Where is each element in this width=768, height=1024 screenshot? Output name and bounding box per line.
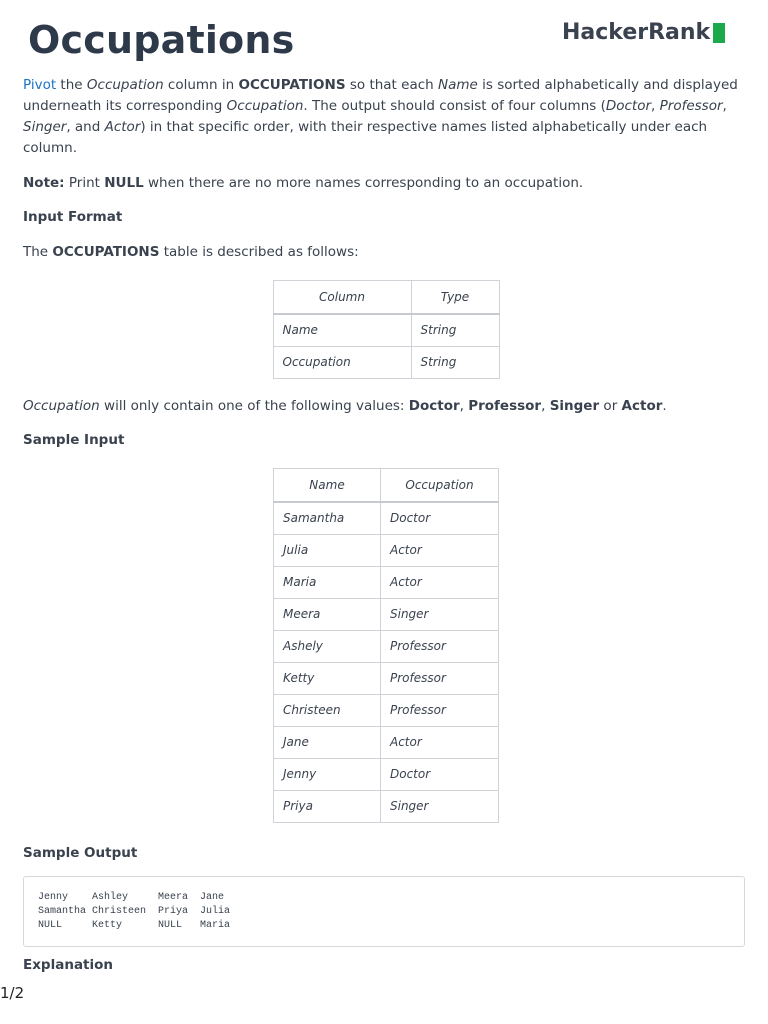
values-italic: Occupation — [23, 398, 100, 414]
table-cell: Ketty — [274, 663, 381, 695]
schema-table-wrapper — [27, 263, 745, 396]
intro-italic: Occupation — [86, 77, 164, 93]
table-row — [274, 663, 499, 695]
intro-paragraph — [23, 75, 745, 159]
values-text: will only contain one of the following values: — [99, 398, 409, 414]
intro-text: , — [651, 98, 660, 114]
table-cell: Maria — [274, 567, 381, 599]
intro-text: , and — [66, 119, 105, 135]
table-row — [274, 695, 499, 727]
pivot-link[interactable]: Pivot — [23, 77, 57, 93]
values-text: , — [459, 398, 469, 414]
intro-italic: Actor — [104, 119, 141, 135]
values-paragraph — [23, 396, 745, 417]
note-text: when there are no more names corresponding to an occupation. — [143, 175, 584, 191]
table-row — [274, 631, 499, 663]
values-text: or — [599, 398, 622, 414]
values-text: . — [662, 398, 667, 414]
schema-table — [273, 280, 500, 379]
sample-output-heading: Sample Output — [23, 845, 138, 861]
table-cell: Samantha — [274, 502, 381, 535]
table-cell: Doctor — [381, 759, 499, 791]
note-label: Note: — [23, 175, 65, 191]
input-format-bold: OCCUPATIONS — [52, 244, 160, 260]
input-format-heading: Input Format — [23, 209, 123, 225]
table-row — [274, 535, 499, 567]
table-cell: Occupation — [273, 347, 411, 379]
logo-bar-icon — [713, 23, 725, 43]
table-row — [274, 599, 499, 631]
intro-text: ) in that specific order, with their respective names listed alphabetically under each column. — [23, 119, 708, 156]
intro-text: so that each — [345, 77, 438, 93]
table-cell: Singer — [381, 791, 499, 823]
values-text: , — [541, 398, 550, 414]
table-cell: Julia — [274, 535, 381, 567]
table-row — [273, 347, 499, 379]
intro-text: the — [56, 77, 87, 93]
table-row — [273, 314, 499, 347]
table-row — [274, 791, 499, 823]
intro-italic: Doctor — [605, 98, 652, 114]
table-cell: Priya — [274, 791, 381, 823]
table-cell: Meera — [274, 599, 381, 631]
sample-input-table-wrapper — [27, 451, 745, 823]
table-cell: Professor — [381, 631, 499, 663]
table-row — [274, 727, 499, 759]
sample-output-code[interactable]: Jenny Ashley Meera Jane Samantha Christeen Priya Julia NULL Ketty NULL Maria — [23, 876, 745, 947]
column-header: Name — [274, 469, 381, 503]
intro-text: , — [722, 98, 727, 114]
input-format-text: The — [23, 244, 53, 260]
table-row — [274, 567, 499, 599]
table-cell: Christeen — [274, 695, 381, 727]
explanation-heading: Explanation — [23, 957, 114, 973]
intro-italic: Professor — [659, 98, 723, 114]
intro-text: is sorted alphabetically and displayed underneath its corresponding — [23, 77, 738, 114]
table-header-row — [274, 469, 499, 503]
logo-text: HackerRank — [562, 20, 711, 45]
table-cell: Singer — [381, 599, 499, 631]
values-bold: Doctor — [408, 398, 460, 414]
problem-statement — [23, 75, 745, 976]
table-cell: Ashely — [274, 631, 381, 663]
table-cell: Actor — [381, 727, 499, 759]
intro-text: column in — [163, 77, 239, 93]
intro-italic: Singer — [23, 119, 67, 135]
note-bold: NULL — [104, 175, 144, 191]
intro-bold: OCCUPATIONS — [238, 77, 346, 93]
input-format-paragraph — [23, 242, 745, 263]
sample-input-heading: Sample Input — [23, 432, 125, 448]
table-cell: String — [411, 347, 499, 379]
table-row — [274, 502, 499, 535]
values-bold: Actor — [621, 398, 663, 414]
values-bold: Singer — [549, 398, 600, 414]
table-cell: Jenny — [274, 759, 381, 791]
intro-text: . The output should consist of four columns ( — [303, 98, 606, 114]
note-paragraph — [23, 173, 745, 194]
table-cell: Actor — [381, 535, 499, 567]
page-number: 1/2 — [0, 984, 25, 1002]
page-title: Occupations — [28, 18, 295, 62]
note-text: Print — [64, 175, 105, 191]
column-header: Column — [273, 281, 411, 315]
input-format-text: table is described as follows: — [159, 244, 359, 260]
table-cell: Jane — [274, 727, 381, 759]
table-cell: Actor — [381, 567, 499, 599]
table-cell: String — [411, 314, 499, 347]
intro-italic: Occupation — [226, 98, 304, 114]
values-bold: Professor — [468, 398, 542, 414]
table-cell: Name — [273, 314, 411, 347]
table-header-row — [273, 281, 499, 315]
table-row — [274, 759, 499, 791]
column-header: Occupation — [381, 469, 499, 503]
table-cell: Professor — [381, 695, 499, 727]
table-cell: Doctor — [381, 502, 499, 535]
hackerrank-logo[interactable] — [562, 20, 725, 45]
sample-input-table — [273, 468, 499, 823]
intro-italic: Name — [438, 77, 478, 93]
column-header: Type — [411, 281, 499, 315]
table-cell: Professor — [381, 663, 499, 695]
